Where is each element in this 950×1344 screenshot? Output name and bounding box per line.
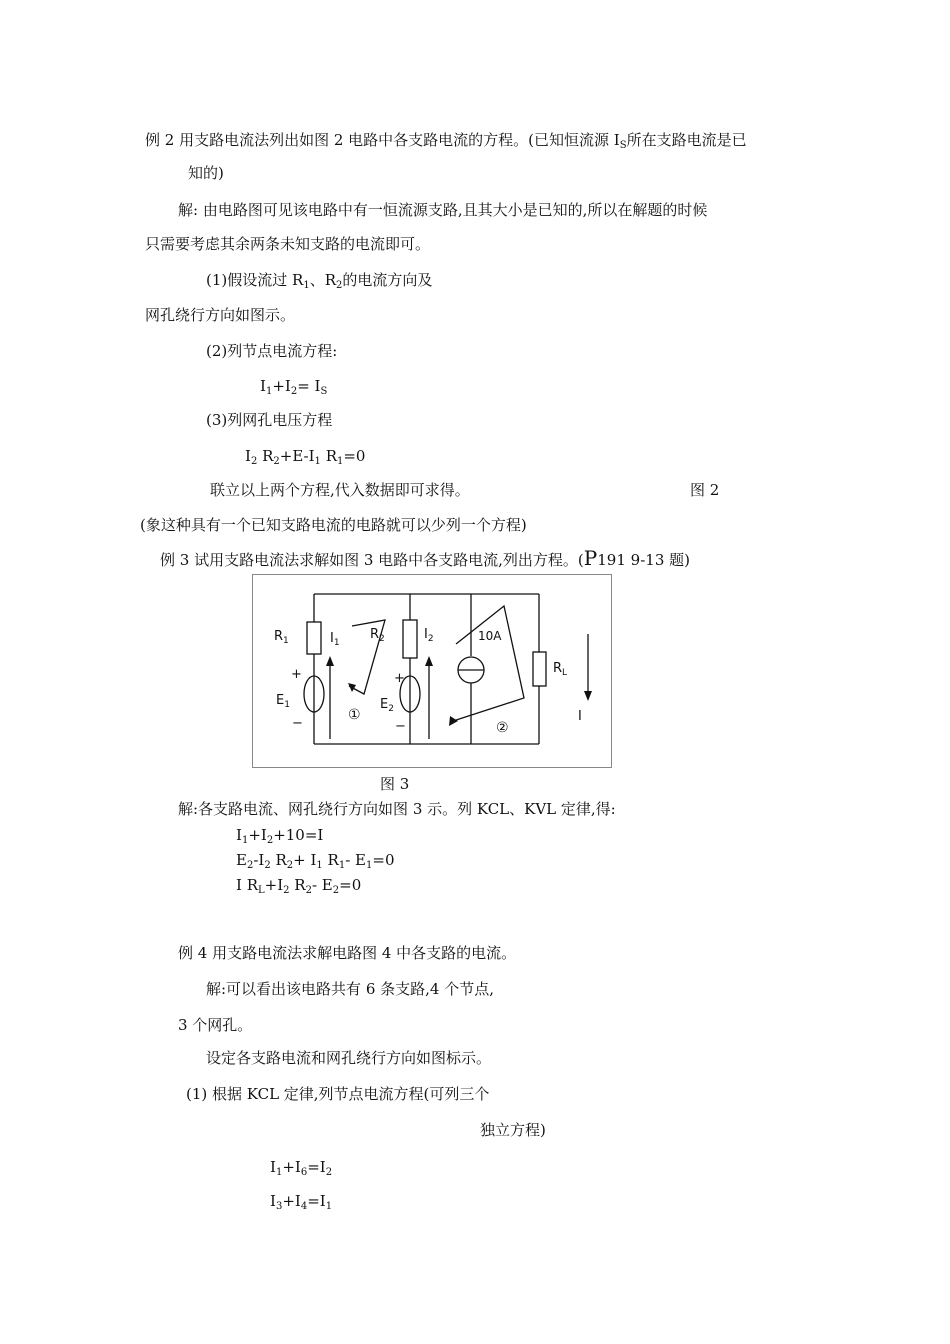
label-r1: $R_1$ <box>274 629 289 646</box>
ex4-solution-line2: 3 个网孔。 <box>178 1016 253 1034</box>
ex4-step1-line2: 独立方程) <box>480 1121 546 1139</box>
ex2-combine: 联立以上两个方程,代入数据即可求得。 <box>210 481 470 499</box>
ex3-figure-caption: 图 3 <box>380 775 410 793</box>
ex4-equation-2: $I_3+I_4=I_1$ <box>270 1192 333 1212</box>
resistor-r2 <box>403 620 417 658</box>
resistor-rl <box>533 652 546 686</box>
ex2-solution-line2: 只需要考虑其余两条未知支路的电流即可。 <box>145 235 431 253</box>
ex4-equation-1: $I_1+I_6=I_2$ <box>270 1158 333 1178</box>
label-r2: $R_2$ <box>370 627 385 644</box>
label-10a: 10A <box>478 629 502 643</box>
ex2-step2: (2)列节点电流方程: <box>206 342 338 360</box>
ex2-kvl-equation: $I_2$ $R_2+E-I_1$ $R_1=0$ <box>245 447 366 467</box>
label-mesh-2: ② <box>496 720 509 736</box>
ex4-setup: 设定各支路电流和网孔绕行方向如图标示。 <box>206 1049 492 1067</box>
ex2-note: (象这种具有一个已知支路电流的电路就可以少列一个方程) <box>140 516 527 534</box>
label-e1-plus: + <box>291 667 302 682</box>
mesh-loop-1 <box>349 620 385 694</box>
ex2-title-cont: 知的) <box>188 164 224 182</box>
ex2-step1: (1)假设流过 $R_1$、$R_2$的电流方向及 <box>206 271 433 291</box>
ex4-step1-line1: (1) 根据 KCL 定律,列节点电流方程(可列三个 <box>186 1085 490 1103</box>
ex4-title: 例 4 用支路电流法求解电路图 4 中各支路的电流。 <box>178 944 517 962</box>
ex3-equation-1: $I_1+I_2+10=I$ <box>236 826 324 846</box>
label-e1: $E_1$ <box>276 693 290 710</box>
ex3-solution: 解:各支路电流、网孔绕行方向如图 3 示。列 KCL、KVL 定律,得: <box>178 800 616 818</box>
label-e2-plus: + <box>394 671 405 686</box>
circuit-figure-3 <box>252 574 612 768</box>
ex3-equation-2: $E_2-I_2$ $R_2+ I_1$ $R_1-$ $E_1=0$ <box>236 851 395 871</box>
ex2-title: 例 2 用支路电流法列出如图 2 电路中各支路电流的方程。(已知恒流源 $I_S$所在支路电流是已 <box>145 131 747 151</box>
resistor-r1 <box>307 622 321 654</box>
ex2-kcl-equation: $I_1+I_2= I_S$ <box>260 377 328 397</box>
label-e2: $E_2$ <box>380 697 394 714</box>
label-i: I <box>578 709 582 724</box>
label-e1-minus: − <box>292 716 303 731</box>
ex2-step1-line2: 网孔绕行方向如图示。 <box>145 306 296 324</box>
ex3-equation-3: I $R_L+I_2$ $R_2-$ $E_2=0$ <box>236 876 362 896</box>
label-mesh-1: ① <box>348 707 361 723</box>
label-i2: $I_2$ <box>424 627 434 644</box>
ex2-figure-label: 图 2 <box>690 481 720 499</box>
ex4-solution-line1: 解:可以看出该电路共有 6 条支路,4 个节点, <box>206 980 494 998</box>
label-e2-minus: − <box>395 719 406 734</box>
label-i1: $I_1$ <box>330 631 340 648</box>
ex3-title: 例 3 试用支路电流法求解如图 3 电路中各支路电流,列出方程。(P191 9-13 题) <box>160 546 690 570</box>
ex2-step3: (3)列网孔电压方程 <box>206 411 333 429</box>
label-rl: $R_L$ <box>553 661 568 678</box>
ex2-solution-line1: 解: 由电路图可见该电路中有一恒流源支路,且其大小是已知的,所以在解题的时候 <box>178 201 708 219</box>
